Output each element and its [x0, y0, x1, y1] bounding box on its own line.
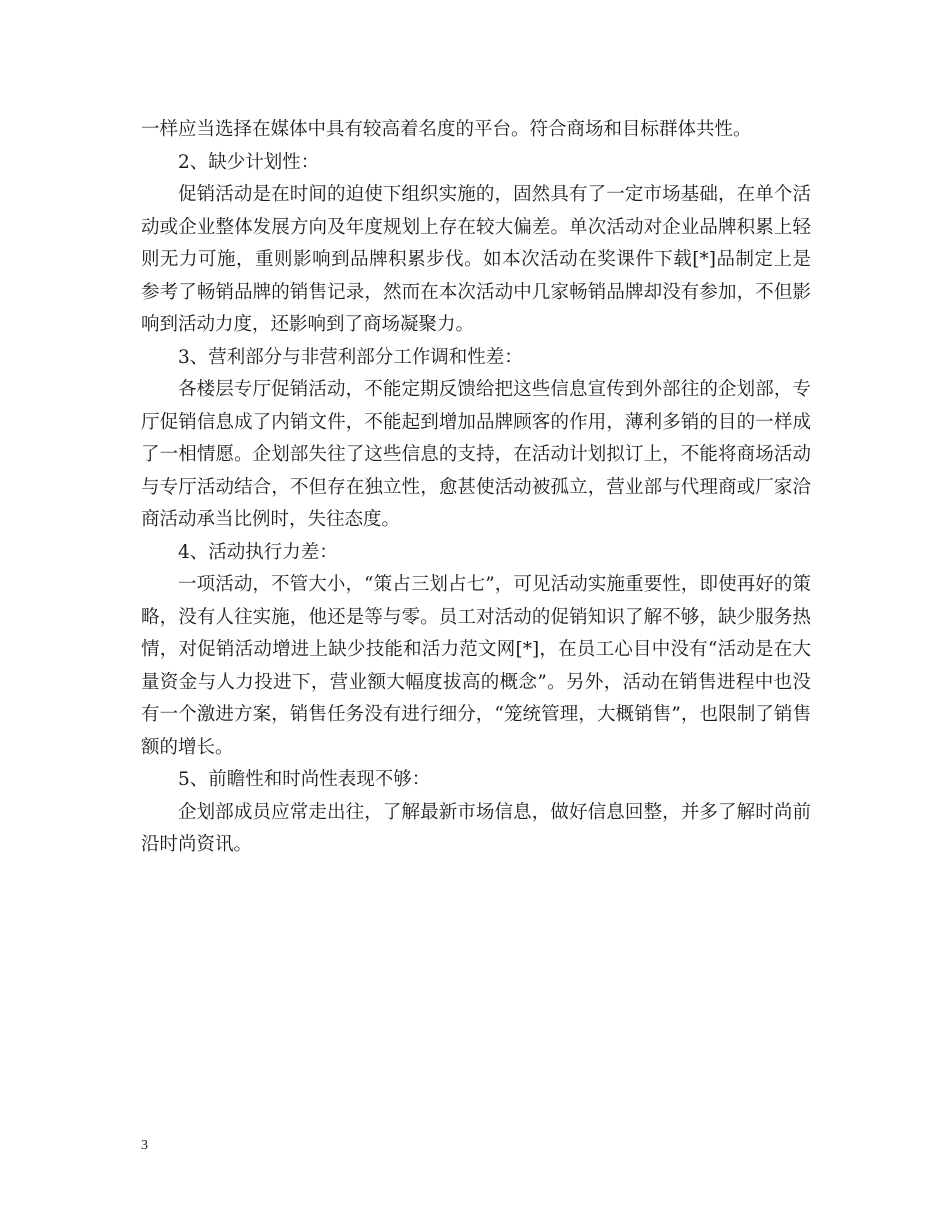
paragraph-continuation: 一样应当选择在媒体中具有较高着名度的平台。符合商场和目标群体共性。: [141, 119, 752, 140]
section-heading-execution: 4、活动执行力差：: [178, 541, 338, 563]
section-heading-lack-of-planning: 2、缺少计划性：: [178, 151, 320, 173]
document-body: [141, 114, 811, 862]
section-heading-foresight: 5、前瞻性和时尚性表现不够：: [178, 769, 431, 790]
paragraph-foresight: 企划部成员应常走出往，了解最新市场信息，做好信息回整，并多了解时尚前沿时尚资讯。: [141, 801, 811, 855]
page-number: 3: [141, 1138, 148, 1153]
paragraph-coordination: 各楼层专厅促销活动，不能定期反馈给把这些信息宣传到外部往的企划部，专厅促销信息成了内销文件，不能起到增加品牌顾客的作用，薄利多销的目的一样成了一相情愿。企划部失往了这些信息的支持，在活动计划拟订上，不能将商场活动与专厅活动结合，不但存在独立性，愈甚使活动被孤立，营业部与代理商或厂家洽商活动承当比例时，失往态度。: [141, 379, 811, 530]
paragraph-planning: 促销活动是在时间的迫使下组织实施的，固然具有了一定市场基础，在单个活动或企业整体发展方向及年度规划上存在较大偏差。单次活动对企业品牌积累上轻则无力可施，重则影响到品牌积累步伐。如本次活动在奖课件下载[*]品制定上是参考了畅销品牌的销售记录，然而在本次活动中几家畅销品牌却没有参加，不但影响到活动力度，还影响到了商场凝聚力。: [141, 184, 811, 335]
section-heading-coordination: 3、营利部分与非营利部分工作调和性差：: [178, 346, 523, 368]
paragraph-execution: 一项活动，不管大小，“策占三划占七”，可见活动实施重要性，即使再好的策略，没有人往实施，他还是等与零。员工对活动的促销知识了解不够，缺少服务热情，对促销活动增进上缺少技能和活力范文网[*]，在员工心目中没有“活动是在大量资金与人力投进下，营业额大幅度拔高的概念”。另外，活动在销售进程中也没有一个激进方案，销售任务没有进行细分，“笼统管理，大概销售”，也限制了销售额的增长。: [141, 574, 811, 758]
